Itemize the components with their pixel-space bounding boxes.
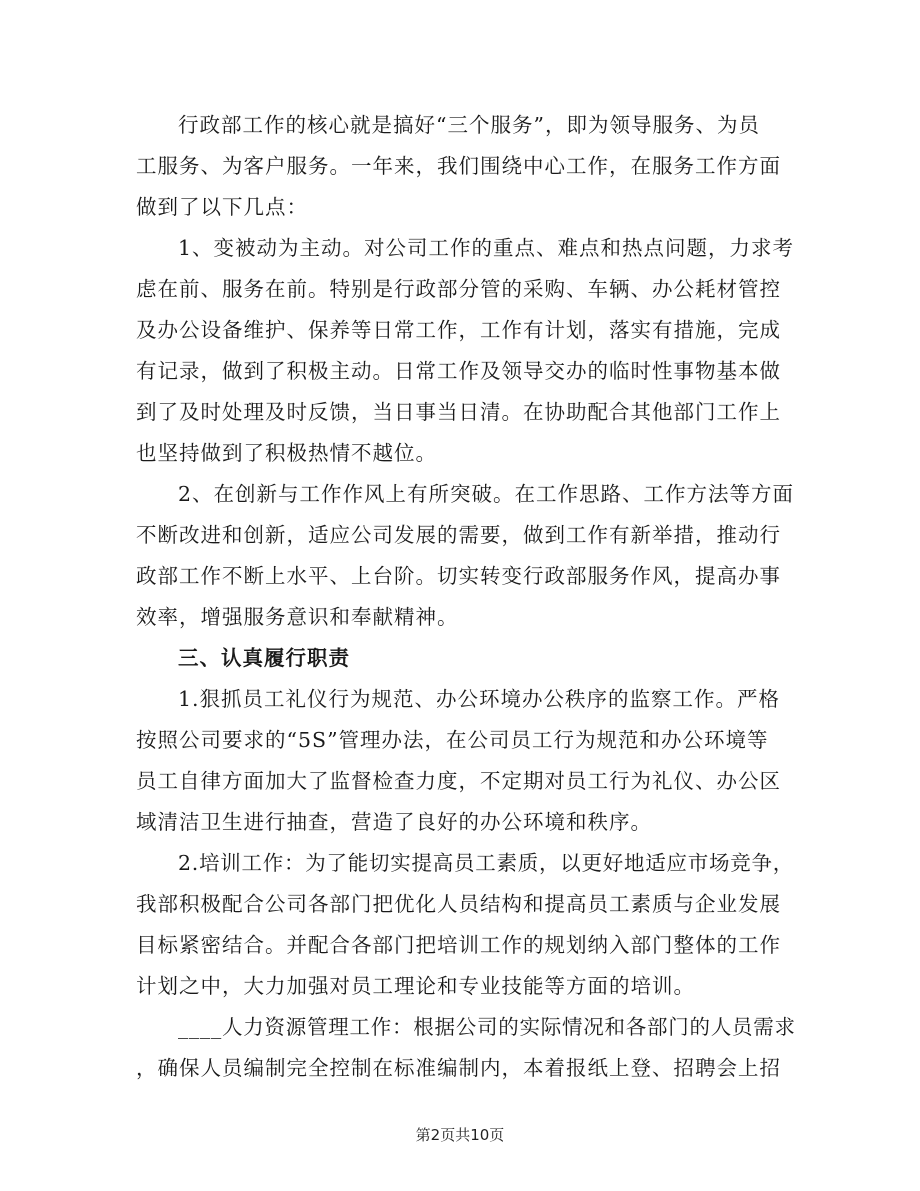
line-text: 目标紧密结合。并配合各部门把培训工作的规划纳入部门整体的工作: [136, 933, 781, 957]
line-text: 虑在前、服务在前。特别是行政部分管的采购、车辆、办公耗材管控: [136, 277, 781, 301]
line-text: 效率，增强服务意识和奉献精神。: [136, 605, 459, 629]
line-text: 2.培训工作：为了能切实提高员工素质，以更好地适应市场竞争，: [178, 851, 795, 875]
line-text: ，确保人员编制完全控制在标准编制内，本着报纸上登、招聘会上招: [136, 1056, 781, 1080]
line-text: 员工自律方面加大了监督检查力度，不定期对员工行为礼仪、办公区: [136, 769, 781, 793]
section-heading-text: 三、认真履行职责: [178, 646, 350, 670]
line-text: 计划之中，大力加强对员工理论和专业技能等方面的培训。: [136, 974, 695, 998]
line-text: ____人力资源管理工作：根据公司的实际情况和各部门的人员需求: [178, 1015, 796, 1039]
line-text: 也坚持做到了积极热情不越位。: [136, 441, 437, 465]
line-text: 行政部工作的核心就是搞好“三个服务”，即为领导服务、为员: [178, 113, 760, 137]
line-text: 政部工作不断上水平、上台阶。切实转变行政部服务作风，提高办事: [136, 564, 781, 588]
line-text: 域清洁卫生进行抽查，营造了良好的办公环境和秩序。: [136, 810, 652, 834]
line-text: 到了及时处理及时反馈，当日事当日清。在协助配合其他部门工作上: [136, 400, 781, 424]
line-text: 2、在创新与工作作风上有所突破。在工作思路、工作方法等方面: [178, 482, 795, 506]
line-text: 及办公设备维护、保养等日常工作，工作有计划，落实有措施，完成: [136, 318, 781, 342]
line-text: 1、变被动为主动。对公司工作的重点、难点和热点问题，力求考: [178, 236, 795, 260]
line-text: 我部积极配合公司各部门把优化人员结构和提高员工素质与企业发展: [136, 892, 781, 916]
line-text: 工服务、为客户服务。一年来，我们围绕中心工作，在服务工作方面: [136, 154, 781, 178]
line-text: 做到了以下几点：: [136, 195, 308, 219]
line-text: 1.狠抓员工礼仪行为规范、办公环境办公秩序的监察工作。严格: [178, 687, 781, 711]
line-text: 按照公司要求的“5S”管理办法，在公司员工行为规范和办公环境等: [136, 728, 769, 752]
line-text: 不断改进和创新，适应公司发展的需要，做到工作有新举措，推动行: [136, 523, 781, 547]
line-text: 有记录，做到了积极主动。日常工作及领导交办的临时性事物基本做: [136, 359, 781, 383]
page-number: 第2页共10页: [415, 1126, 505, 1144]
